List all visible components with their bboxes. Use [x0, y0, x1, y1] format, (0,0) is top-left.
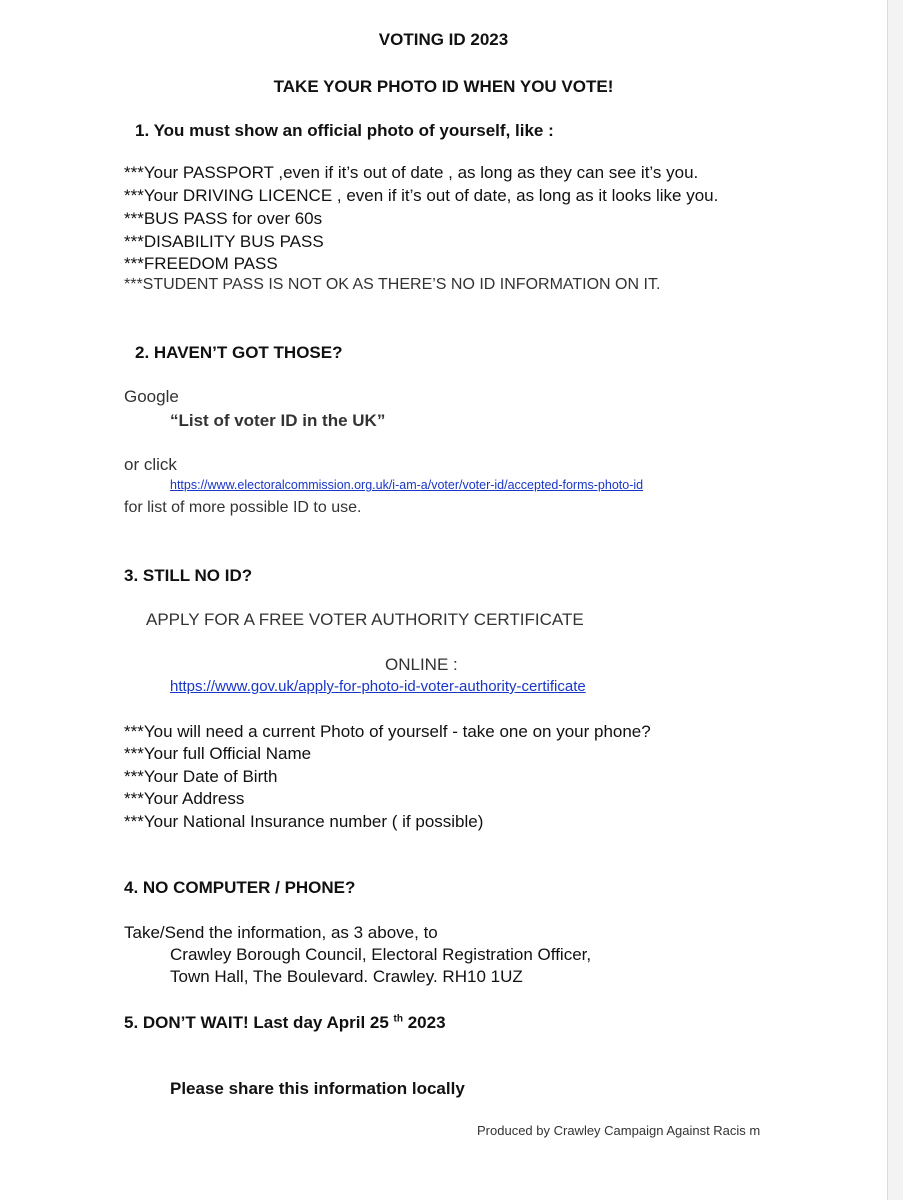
section3-item: ***Your Address: [124, 789, 245, 808]
section1-heading: 1. You must show an official photo of yourself, like :: [135, 121, 554, 140]
section5-heading: [124, 1013, 446, 1033]
ordinal-suffix: th: [393, 1013, 403, 1025]
section3-item: ***Your full Official Name: [124, 744, 312, 763]
section3-item: ***You will need a current Photo of yourself - take one on your phone?: [124, 722, 651, 741]
section3-item: ***Your Date of Birth: [124, 767, 278, 786]
section2-heading: 2. HAVEN’T GOT THOSE?: [135, 343, 343, 362]
section4-line: Take/Send the information, as 3 above, to: [124, 923, 438, 942]
section3-heading: 3. STILL NO ID?: [124, 566, 253, 585]
section4-line: Town Hall, The Boulevard. Crawley. RH10 1UZ: [170, 967, 523, 986]
gov-uk-link[interactable]: https://www.gov.uk/apply-for-photo-id-voter-authority-certificate: [170, 678, 586, 695]
share-note: Please share this information locally: [170, 1079, 465, 1098]
section1-item: ***BUS PASS for over 60s: [124, 209, 323, 228]
page-title: VOTING ID 2023: [378, 30, 509, 49]
section5-heading-text: 5. DON’T WAIT! Last day April 25: [124, 1013, 394, 1032]
electoral-commission-link[interactable]: https://www.electoralcommission.org.uk/i-am-a/voter/voter-id/accepted-forms-photo-id: [170, 478, 644, 492]
apply-text: APPLY FOR A FREE VOTER AUTHORITY CERTIFICATE: [146, 610, 584, 629]
section1-item: ***Your DRIVING LICENCE , even if it’s out of date, as long as it looks like you.: [124, 186, 719, 205]
section1-item: ***FREEDOM PASS: [124, 254, 278, 273]
google-label: Google: [124, 387, 179, 406]
footer-credit: Produced by Crawley Campaign Against Racis m: [477, 1123, 761, 1138]
section1-item: ***DISABILITY BUS PASS: [124, 232, 324, 251]
section1-item: ***STUDENT PASS IS NOT OK AS THERE’S NO ID INFORMATION ON IT.: [124, 276, 661, 293]
after-link-text: for list of more possible ID to use.: [124, 499, 362, 516]
search-term: “List of voter ID in the UK”: [170, 411, 386, 430]
section4-heading: 4. NO COMPUTER / PHONE?: [124, 878, 356, 897]
or-click-label: or click: [124, 455, 177, 474]
section3-item: ***Your National Insurance number ( if possible): [124, 812, 484, 831]
section5-heading-year: 2023: [402, 1013, 446, 1032]
online-label: ONLINE :: [385, 655, 458, 674]
section4-line: Crawley Borough Council, Electoral Registration Officer,: [170, 945, 592, 964]
page-subtitle: TAKE YOUR PHOTO ID WHEN YOU VOTE!: [273, 77, 614, 96]
section1-item: ***Your PASSPORT ,even if it’s out of date , as long as they can see it’s you.: [124, 163, 699, 182]
